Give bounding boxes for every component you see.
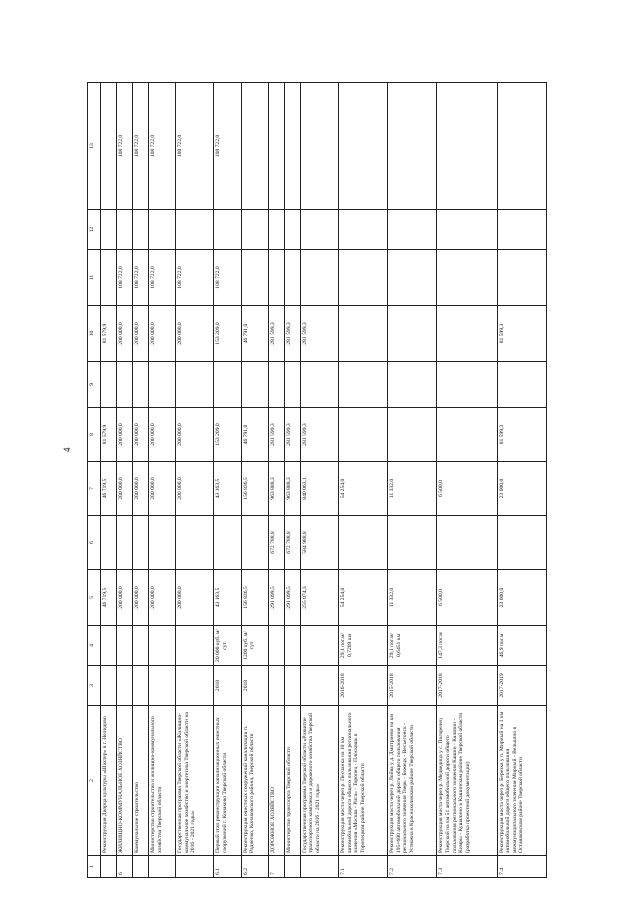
cell-year [268,666,284,706]
cell-name: Министерство транспорта Тверской области [284,706,300,856]
table-row [388,83,437,878]
cell-name: Реконструкция моста через р. Лойва у д. Дмитриево на км 195+600 автомобильной дороги общего пользования регионального значения Тверь - Бежецк - Весьегонск - Устюжна в Краснохолмском районе Тверской области [388,706,437,856]
cell-c11 [101,250,117,306]
cell-year: 2018 [241,666,268,706]
cell-c13: 108 722,0 [117,83,133,210]
cell-c8: 200 000,0 [133,408,149,462]
cell-c12 [117,210,133,250]
cell-c7: 963 888,3 [268,462,284,516]
cell-c12 [214,210,241,250]
cell-c6 [437,516,497,570]
cell-c12 [300,210,338,250]
column-number-9: 9 [88,362,101,408]
cell-c10: 153 209,0 [214,306,241,362]
cell-c7: 54 254,0 [338,462,387,516]
cell-c11 [388,250,437,306]
column-number-3: 3 [88,666,101,706]
cell-c13: 108 722,0 [133,83,149,210]
cell-c5: 11 332,0 [388,570,437,626]
cell-cap [117,626,133,666]
column-number-4: 4 [88,626,101,666]
cell-c10 [388,306,437,362]
cell-c5: 255 074,3 [300,570,338,626]
cell-year: 2016-2018 [338,666,387,706]
cell-c11: 108 722,0 [214,250,241,306]
cell-c10: 200 000,0 [149,306,176,362]
cell-name: Государственная программа Тверской области «Развитие транспортного комплекса и дорожного хозяйства Тверской области на 2016 - 2021 годы» [300,706,338,856]
cell-c6 [101,516,117,570]
cell-n [101,856,117,878]
cell-c7: 156 836,5 [241,462,268,516]
cell-c8: 153 209,0 [214,408,241,462]
cell-cap [284,626,300,666]
cell-c7: 46 719,5 [101,462,117,516]
cell-name: Министерство строительства и жилищно-коммунального хозяйства Тверской области [149,706,176,856]
cell-c10: 200 000,0 [133,306,149,362]
cell-c6 [497,516,546,570]
cell-c11: 108 722,0 [133,250,149,306]
cell-c6: 672 788,8 [284,516,300,570]
table-row [241,83,268,878]
cell-c11: 108 722,0 [149,250,176,306]
cell-n: 6.2 [241,856,268,878]
cell-c10: 281 599,3 [268,306,284,362]
cell-c6: 672 788,8 [268,516,284,570]
cell-c6 [149,516,176,570]
cell-year [133,666,149,706]
cell-n [176,856,214,878]
cell-cap [176,626,214,666]
cell-c11 [437,250,497,306]
cell-c10: 281 599,3 [300,306,338,362]
cell-c5: 54 254,0 [338,570,387,626]
cell-c9 [268,362,284,408]
cell-c10 [437,306,497,362]
cell-n: 7.1 [338,856,387,878]
column-number-row [88,83,101,878]
cell-c8: 46 791,0 [241,408,268,462]
cell-c12 [268,210,284,250]
cell-year [176,666,214,706]
cell-c6 [117,516,133,570]
cell-c5: 6 500,0 [437,570,497,626]
cell-c13 [284,83,300,210]
table-row [149,83,176,878]
cell-year [149,666,176,706]
cell-name: ЖИЛИЩНО-КОММУНАЛЬНОЕ ХОЗЯЙСТВО [117,706,133,856]
cell-c8: 200 000,0 [149,408,176,462]
cell-c6 [214,516,241,570]
cell-n [149,856,176,878]
cell-c5: 156 836,5 [241,570,268,626]
table-row [284,83,300,878]
cell-c11: 108 722,0 [176,250,214,306]
cell-c11 [241,250,268,306]
cell-c12 [176,210,214,250]
cell-year: 2018 [214,666,241,706]
cell-n: 7 [268,856,284,878]
cell-c10: 200 000,0 [176,306,214,362]
cell-c8 [437,408,497,462]
cell-c9 [437,362,497,408]
cell-c10: 46 791,0 [241,306,268,362]
cell-c9 [388,362,437,408]
cell-c9 [133,362,149,408]
cell-n [284,856,300,878]
table-row [214,83,241,878]
cell-c11: 108 722,0 [117,250,133,306]
column-number-7: 7 [88,462,101,516]
cell-cap [133,626,149,666]
cell-c10: 81 599,3 [497,306,546,362]
cell-year [101,666,117,706]
cell-year [300,666,338,706]
cell-c8: 281 599,3 [268,408,284,462]
cell-c13 [268,83,284,210]
cell-c9 [284,362,300,408]
cell-n: 7.4 [497,856,546,878]
cell-name: Государственная программа Тверской области «Жилищно-коммунальное хозяйство и энергетика Тверской области на 2016 - 2021 годы» [176,706,214,856]
cell-c10: 281 599,3 [284,306,300,362]
cell-c12 [241,210,268,250]
cell-c9 [214,362,241,408]
cell-c9 [497,362,546,408]
cell-cap: 20 000 куб. м/сут. [214,626,241,666]
cell-c11 [338,250,387,306]
table-body [101,83,547,878]
cell-c7: 963 888,3 [284,462,300,516]
cell-name: ДОРОЖНОЕ ХОЗЯЙСТВО [268,706,284,856]
cell-c13 [388,83,437,210]
cell-c5: 23 000,0 [497,570,546,626]
cell-c7: 840 063,1 [300,462,338,516]
cell-c8 [388,408,437,462]
cell-name: Первый этап реконструкции канализационных очистных сооружений г. Конаково Тверской области [214,706,241,856]
cell-n [133,856,149,878]
table-row [268,83,284,878]
cell-c9 [117,362,133,408]
column-number-13: 13 [88,83,101,210]
cell-c7: 23 000,0 [497,462,546,516]
cell-n: 6.1 [214,856,241,878]
cell-c5: 46 719,5 [101,570,117,626]
cell-c9 [241,362,268,408]
cell-c6 [133,516,149,570]
cell-cap: 46,9 пог.м [497,626,546,666]
cell-c7: 11 332,0 [388,462,437,516]
cell-c8: 200 000,0 [117,408,133,462]
cell-c8: 200 000,0 [176,408,214,462]
cell-c12 [101,210,117,250]
cell-c5: 43 163,5 [214,570,241,626]
cell-c9 [149,362,176,408]
column-number-8: 8 [88,408,101,462]
cell-c6 [241,516,268,570]
cell-c10: 81 579,9 [101,306,117,362]
column-number-2: 2 [88,706,101,856]
cell-c6 [338,516,387,570]
table-row [101,83,117,878]
cell-name: Реконструкция Дворца культуры «Шахтер» в г. Нелидово [101,706,117,856]
cell-c5: 200 000,0 [117,570,133,626]
cell-c12 [149,210,176,250]
cell-year [284,666,300,706]
cell-name: Реконструкция очистных сооружений канализации п. Радченко, Конаковского района, Тверской области [241,706,268,856]
cell-c10: 200 000,0 [117,306,133,362]
cell-c12 [338,210,387,250]
cell-n: 6 [117,856,133,878]
cell-n [300,856,338,878]
cell-c8: 81 599,3 [497,408,546,462]
cell-c7: 200 000,0 [149,462,176,516]
cell-n: 7.2 [388,856,437,878]
cell-c5: 200 000,0 [133,570,149,626]
cell-c5: 291 099,5 [284,570,300,626]
cell-c11 [268,250,284,306]
cell-c13 [437,83,497,210]
cell-year: 2017-2019 [497,666,546,706]
cell-c5: 291 099,5 [268,570,284,626]
cell-c7: 6 500,0 [437,462,497,516]
cell-c10 [338,306,387,362]
cell-cap [268,626,284,666]
column-number-11: 11 [88,250,101,306]
cell-c8: 81 579,9 [101,408,117,462]
cell-c6 [388,516,437,570]
cell-c5: 200 000,0 [149,570,176,626]
cell-c9 [176,362,214,408]
cell-n: 7.3 [437,856,497,878]
cell-cap [101,626,117,666]
table-row [437,83,497,878]
cell-c6 [176,516,214,570]
cell-c7: 200 000,0 [133,462,149,516]
column-number-5: 5 [88,570,101,626]
cell-c8: 281 599,3 [300,408,338,462]
cell-c13: 108 722,0 [214,83,241,210]
table-row [300,83,338,878]
table-row [176,83,214,878]
column-number-6: 6 [88,516,101,570]
cell-cap: 29,1 пог.м/ 0,6451 км [388,626,437,666]
cell-c13 [300,83,338,210]
cell-c13 [497,83,546,210]
cell-c7: 200 000,0 [117,462,133,516]
budget-table-sheet [87,83,547,878]
column-number-12: 12 [88,210,101,250]
cell-c12 [284,210,300,250]
cell-c5: 200 000,0 [176,570,214,626]
cell-c8 [338,408,387,462]
cell-cap: 1200 куб. м/сут [241,626,268,666]
cell-c12 [133,210,149,250]
cell-c11 [497,250,546,306]
cell-c9 [300,362,338,408]
investment-table [87,82,547,878]
table-row [338,83,387,878]
cell-year: 2015-2018 [388,666,437,706]
cell-c11 [300,250,338,306]
cell-year [117,666,133,706]
cell-cap: 147,3 пог.м [437,626,497,666]
cell-c6: 584 988,8 [300,516,338,570]
page-number: 4 [62,447,72,452]
cell-name: Реконструкция моста через р. Березка у п. Мирный на 1 км автомобильной дороги общего пользования межмуниципального значения Мирный - Велькино в Осташковском районе Тверской области [497,706,546,856]
table-row [133,83,149,878]
cell-name: Коммунальное строительство [133,706,149,856]
cell-c12 [437,210,497,250]
cell-c13 [338,83,387,210]
cell-name: Реконструкция моста через р. Песчанка на 10 км автомобильной дороги общего пользования регионального значения «Москва - Рига» - Торопец - Плоскошь в Торопецком районе Тверской области [338,706,387,856]
table-row [117,83,133,878]
column-number-10: 10 [88,306,101,362]
cell-c11 [284,250,300,306]
cell-c7: 43 163,5 [214,462,241,516]
cell-c13 [241,83,268,210]
cell-c9 [338,362,387,408]
cell-c13: 108 722,0 [149,83,176,210]
cell-cap: 29,1 пог.м/ 0,7209 км [338,626,387,666]
column-number-1: 1 [88,856,101,878]
cell-c7: 200 000,0 [176,462,214,516]
cell-name: Реконструкция моста через р. Медведица у с. Погорелец Тверской на км 51 автомобильной дороги общего пользования регионального значения Кашин - Калязин - Кимры - Кушалино в Кашинском районе Тверской области (разработка проектной документации) [437,706,497,856]
cell-c12 [388,210,437,250]
table-row [497,83,546,878]
cell-year: 2017-2018 [437,666,497,706]
cell-c9 [101,362,117,408]
cell-c13: 108 722,0 [176,83,214,210]
cell-c12 [497,210,546,250]
cell-cap [149,626,176,666]
cell-cap [300,626,338,666]
cell-c8: 281 599,3 [284,408,300,462]
cell-c13 [101,83,117,210]
